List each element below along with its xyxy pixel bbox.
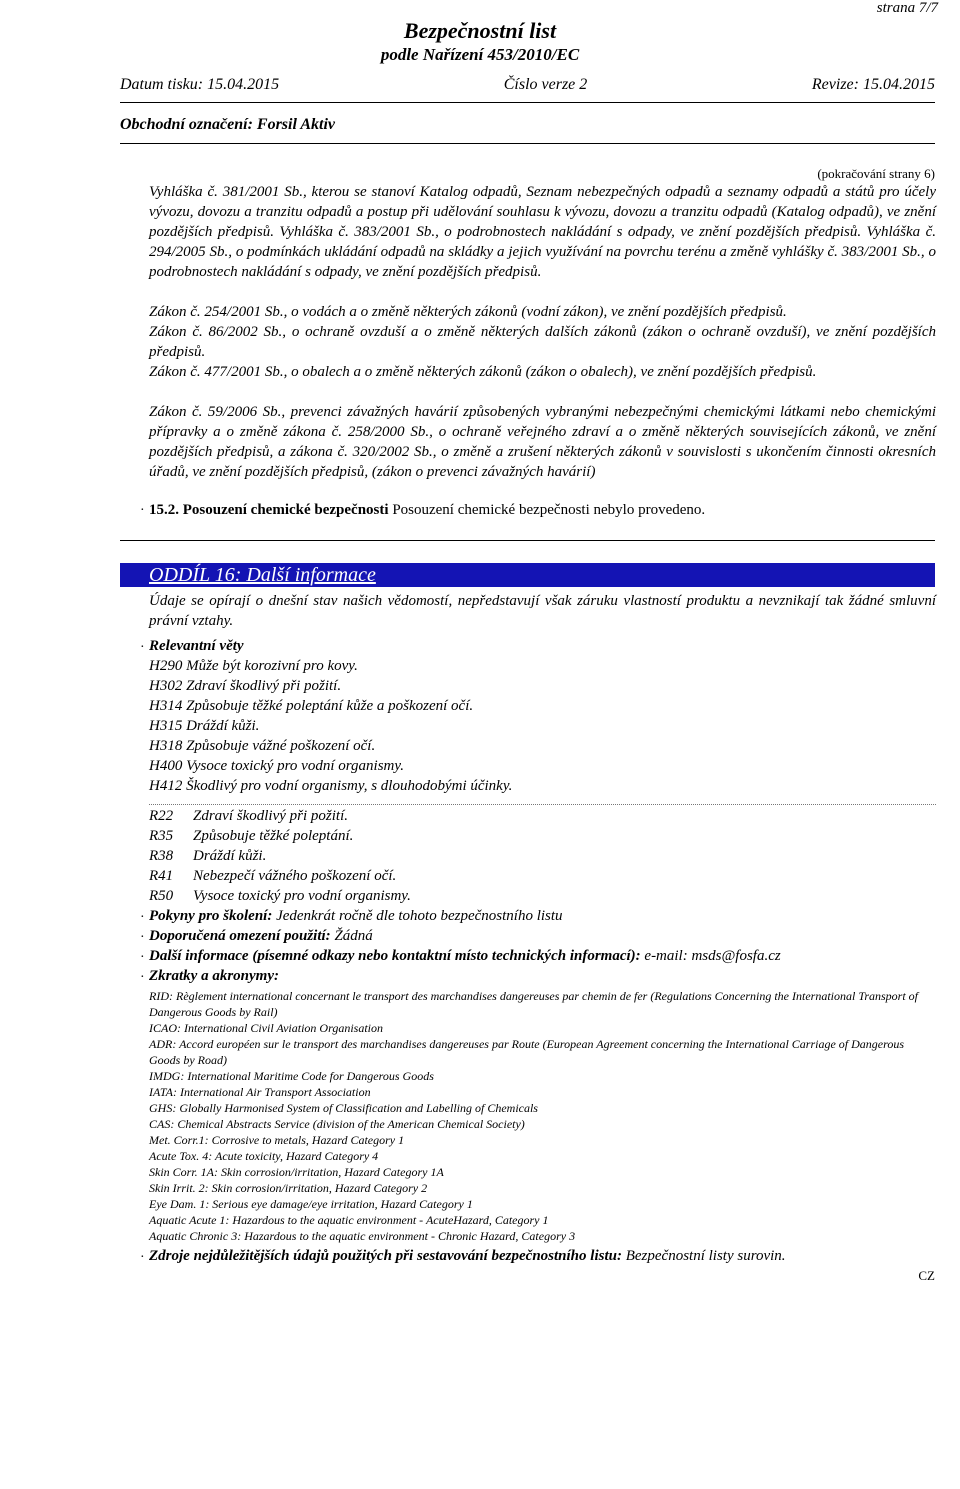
- legislation-air: Zákon č. 86/2002 Sb., o ochraně ovzduší a o změně některých dalších zákonů (zákon o ochraně ovzduší), ve znění pozdějších předpisů.: [149, 324, 936, 360]
- r-phrase-code: R38: [149, 848, 174, 864]
- r-phrase-code: R41: [149, 868, 174, 884]
- abbreviations-label: Zkratky a akronymy:: [149, 968, 279, 984]
- training-text: Jedenkrát ročně dle tohoto bezpečnostního listu: [272, 908, 563, 924]
- abbreviation-item: GHS: Globally Harmonised System of Classification and Labelling of Chemicals: [149, 1101, 538, 1115]
- abbreviation-item: IATA: International Air Transport Association: [149, 1085, 371, 1099]
- r-phrase-text: Vysoce toxický pro vodní organismy.: [193, 888, 411, 904]
- relevant-phrases-label: Relevantní věty: [149, 638, 244, 654]
- abbreviation-item: Skin Irrit. 2: Skin corrosion/irritation, Hazard Category 2: [149, 1181, 428, 1195]
- legislation-water: Zákon č. 254/2001 Sb., o vodách a o změně některých zákonů (vodní zákon), ve znění pozdějších předpisů.: [149, 304, 787, 320]
- abbreviation-item: Aquatic Acute 1: Hazardous to the aquatic environment - AcuteHazard, Category 1: [149, 1213, 549, 1227]
- document-subtitle: podle Nařízení 453/2010/EC: [380, 45, 580, 64]
- section-15-2: [149, 502, 705, 519]
- further-info-label: Další informace (písemné odkazy nebo kontaktní místo technických informací):: [149, 948, 641, 964]
- section-divider: [120, 540, 935, 541]
- h-phrase: H314 Způsobuje těžké poleptání kůže a poškození očí.: [149, 698, 474, 714]
- revision-date: Revize: 15.04.2015: [811, 76, 935, 93]
- bullet-dot: ·: [140, 640, 145, 655]
- r-phrase: [149, 848, 266, 865]
- r-phrase: [149, 828, 353, 845]
- bullet-dot: ·: [140, 950, 145, 965]
- abbreviation-item: CAS: Chemical Abstracts Service (division of the American Chemical Society): [149, 1117, 525, 1131]
- r-phrase-code: R22: [149, 808, 174, 824]
- bullet-dot: ·: [140, 930, 145, 945]
- abbreviation-item: ICAO: International Civil Aviation Organisation: [149, 1021, 383, 1035]
- abbreviation-item: Met. Corr.1: Corrosive to metals, Hazard Category 1: [149, 1133, 405, 1147]
- sources-text: Bezpečnostní listy surovin.: [621, 1248, 786, 1264]
- trade-name: Obchodní označení: Forsil Aktiv: [120, 116, 335, 133]
- r-phrase-text: Způsobuje těžké poleptání.: [193, 828, 354, 844]
- legislation-packaging: Zákon č. 477/2001 Sb., o obalech a o změně některých zákonů (zákon o obalech), ve znění pozdějších předpisů.: [149, 364, 817, 380]
- version-number: Číslo verze 2: [503, 76, 588, 93]
- restriction-label: Doporučená omezení použití:: [149, 928, 331, 944]
- trade-name-divider: [120, 143, 935, 144]
- abbreviation-item: Eye Dam. 1: Serious eye damage/eye irritation, Hazard Category 1: [149, 1197, 473, 1211]
- r-phrase-code: R50: [149, 888, 174, 904]
- h-phrase: H318 Způsobuje vážné poškození očí.: [149, 738, 376, 754]
- training-info: [149, 908, 563, 925]
- phrase-separator: [149, 804, 936, 805]
- header-divider: [120, 102, 935, 103]
- section-16-intro: Údaje se opírají o dnešní stav našich vědomostí, nepředstavují však záruku vlastností produktu a nevznikají tak žádné smluvní právní vztahy.: [149, 593, 936, 629]
- sources-label: Zdroje nejdůležitějších údajů použitých při sestavování bezpečnostního listu:: [149, 1248, 622, 1264]
- further-info: [149, 948, 781, 965]
- abbreviation-item: Aquatic Chronic 3: Hazardous to the aquatic environment - Chronic Hazard, Category 3: [149, 1229, 576, 1243]
- abbreviation-item: IMDG: International Maritime Code for Dangerous Goods: [149, 1069, 434, 1083]
- section-16-title: ODDÍL 16: Další informace: [149, 564, 376, 586]
- r-phrase-text: Nebezpečí vážného poškození očí.: [193, 868, 397, 884]
- h-phrase: H302 Zdraví škodlivý při požití.: [149, 678, 342, 694]
- document-title: Bezpečnostní list: [403, 18, 557, 43]
- legislation-accidents: Zákon č. 59/2006 Sb., prevenci závažných havárií způsobených vybranými nebezpečnými chemickými látkami nebo chemickými přípravky a o změně zákona č. 258/2000 Sb., o ochraně veřejného zdraví a o změně některých souvisejících zákonů, ve znění pozdějších předpisů, a zákona č. 320/2002 Sb., o změně a zrušení některých zákonů v souvislosti s ukončením činnosti okresních úřadů, ve znění pozdějších předpisů, (zákon o prevenci závažných havárií): [149, 404, 936, 480]
- bullet-dot: ·: [140, 503, 145, 518]
- bullet-dot: ·: [140, 970, 145, 985]
- abbreviation-item: ADR: Accord européen sur le transport des marchandises dangereuses par Route (European Agreement concerning the International Carriage of Dangerous Goods by Road): [149, 1037, 904, 1067]
- r-phrase-text: Zdraví škodlivý při požití.: [193, 808, 348, 824]
- r-phrase: [149, 888, 411, 905]
- bullet-dot: ·: [140, 910, 145, 925]
- sources-info: [149, 1248, 786, 1265]
- page-number: strana 7/7: [876, 0, 938, 16]
- h-phrase: H315 Dráždí kůži.: [149, 718, 260, 734]
- bullet-dot: ·: [140, 1250, 145, 1265]
- r-phrase-code: R35: [149, 828, 174, 844]
- header-meta-row: [120, 76, 935, 94]
- language-code: CZ: [918, 1268, 935, 1283]
- r-phrase-text: Dráždí kůži.: [193, 848, 267, 864]
- restriction-info: [149, 928, 373, 945]
- abbreviation-item: RID: Règlement international concernant le transport des marchandises dangereuses par chemin de fer (Regulations Concerning the International Transport of Dangerous Goods by Rail): [149, 989, 919, 1019]
- section-15-2-text: Posouzení chemické bezpečnosti nebylo provedeno.: [388, 502, 706, 518]
- legislation-waste: Vyhláška č. 381/2001 Sb., kterou se stanoví Katalog odpadů, Seznam nebezpečných odpadů a seznamy odpadů a států pro účely vývozu, dovozu a tranzitu odpadů a postup při udělování souhlasu k vývozu, dovozu a tranzitu odpadů (Katalog odpadů), ve znění pozdějších předpisů. Vyhláška č. 383/2001 Sb., o podrobnostech nakládání s odpady, ve znění pozdějších předpisů. Vyhláška č. 294/2005 Sb., o podmínkách ukládání odpadů na skládky a jejich využívání na povrchu terénu a změně vyhlášky č. 383/2001 Sb., o podrobnostech nakládání s odpady, ve znění pozdějších předpisů.: [149, 184, 936, 280]
- training-label: Pokyny pro školení:: [149, 908, 273, 924]
- restriction-text: Žádná: [330, 928, 373, 944]
- h-phrase: H290 Může být korozivní pro kovy.: [149, 658, 358, 674]
- further-info-text: e-mail: msds@fosfa.cz: [640, 948, 781, 964]
- h-phrase: H400 Vysoce toxický pro vodní organismy.: [149, 758, 404, 774]
- abbreviation-item: Acute Tox. 4: Acute toxicity, Hazard Category 4: [149, 1149, 379, 1163]
- continuation-note: (pokračování strany 6): [817, 166, 935, 181]
- section-15-2-label: 15.2. Posouzení chemické bezpečnosti: [149, 502, 389, 518]
- r-phrase: [149, 808, 348, 825]
- r-phrase: [149, 868, 396, 885]
- abbreviation-item: Skin Corr. 1A: Skin corrosion/irritation, Hazard Category 1A: [149, 1165, 444, 1179]
- h-phrase: H412 Škodlivý pro vodní organismy, s dlouhodobými účinky.: [149, 778, 513, 794]
- print-date: Datum tisku: 15.04.2015: [120, 76, 280, 93]
